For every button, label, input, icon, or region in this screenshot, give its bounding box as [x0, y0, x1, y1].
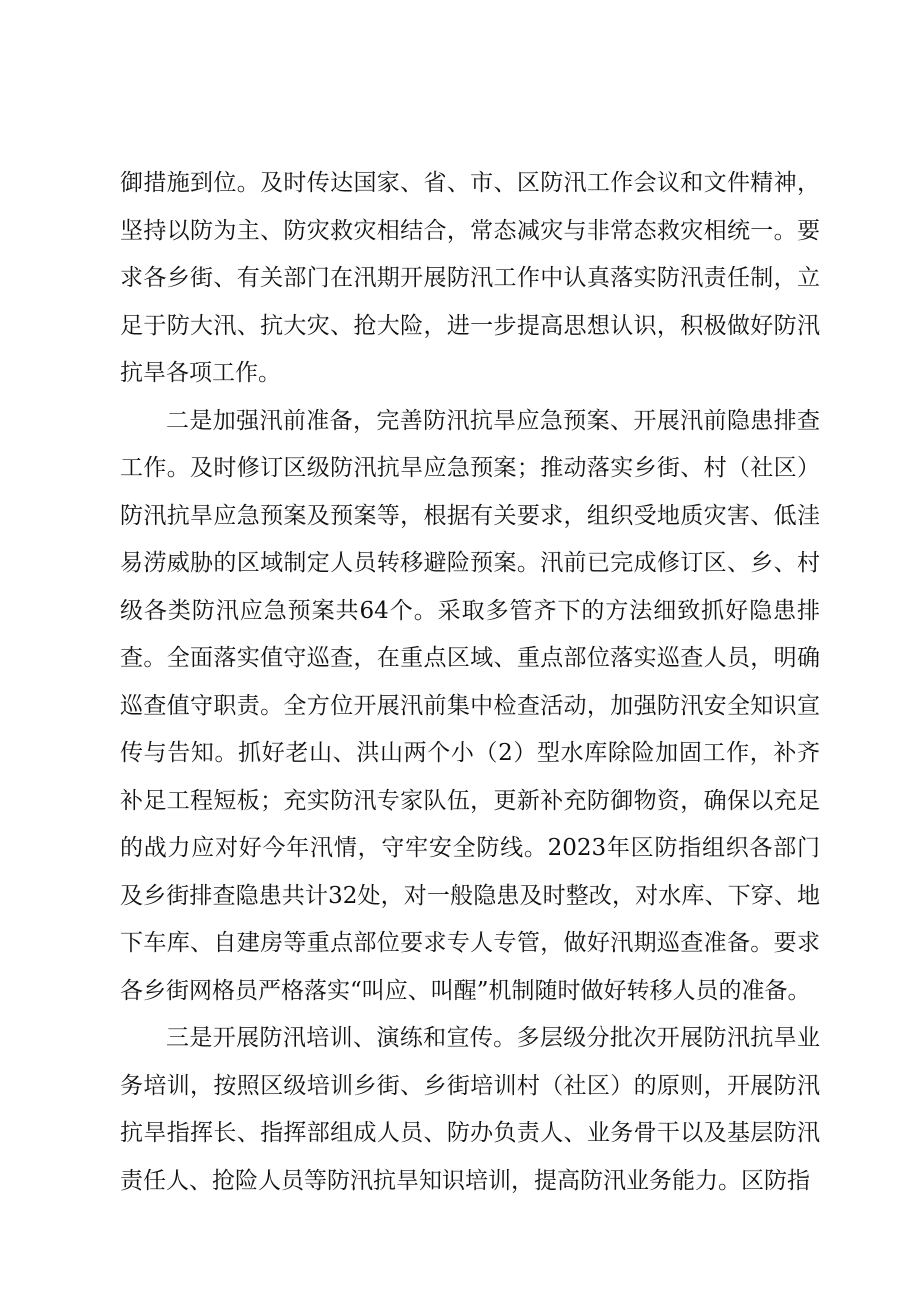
- paragraph-point-two: 二是加强汛前准备，完善防汛抗旱应急预案、开展汛前隐患排查工作。及时修订区级防汛抗旱应急预案；推动落实乡街、村（社区）防汛抗旱应急预案及预案等，根据有关要求，组织受地质灾害、低洼易涝威胁的区域制定人员转移避险预案。汛前已完成修订区、乡、村级各类防汛应急预案共64个。采取多管齐下的方法细致抓好隐患排查。全面落实值守巡查，在重点区域、重点部位落实巡查人员，明确巡查值守职责。全方位开展汛前集中检查活动，加强防汛安全知识宣传与告知。抓好老山、洪山两个小（2）型水库除险加固工作，补齐补足工程短板；充实防汛专家队伍，更新补充防御物资，确保以充足的战力应对好今年汛情，守牢安全防线。2023年区防指组织各部门及乡街排查隐患共计32处，对一般隐患及时整改，对水库、下穿、地下车库、自建房等重点部位要求专人专管，做好汛期巡查准备。要求各乡街网格员严格落实“叫应、叫醒”机制随时做好转移人员的准备。: [120, 407, 820, 1004]
- document-body: [120, 160, 820, 1205]
- paragraph-continuation: 御措施到位。及时传达国家、省、市、区防汛工作会议和文件精神，坚持以防为主、防灾救灾相结合，常态减灾与非常态救灾相统一。要求各乡街、有关部门在汛期开展防汛工作中认真落实防汛责任制，立足于防大汛、抗大灾、抢大险，进一步提高思想认识，积极做好防汛抗旱各项工作。: [120, 170, 820, 386]
- paragraph-point-three: 三是开展防汛培训、演练和宣传。多层级分批次开展防汛抗旱业务培训，按照区级培训乡街、乡街培训村（社区）的原则，开展防汛抗旱指挥长、指挥部组成人员、防办负责人、业务骨干以及基层防汛责任人、抢险人员等防汛抗旱知识培训，提高防汛业务能力。区防指: [120, 1025, 820, 1194]
